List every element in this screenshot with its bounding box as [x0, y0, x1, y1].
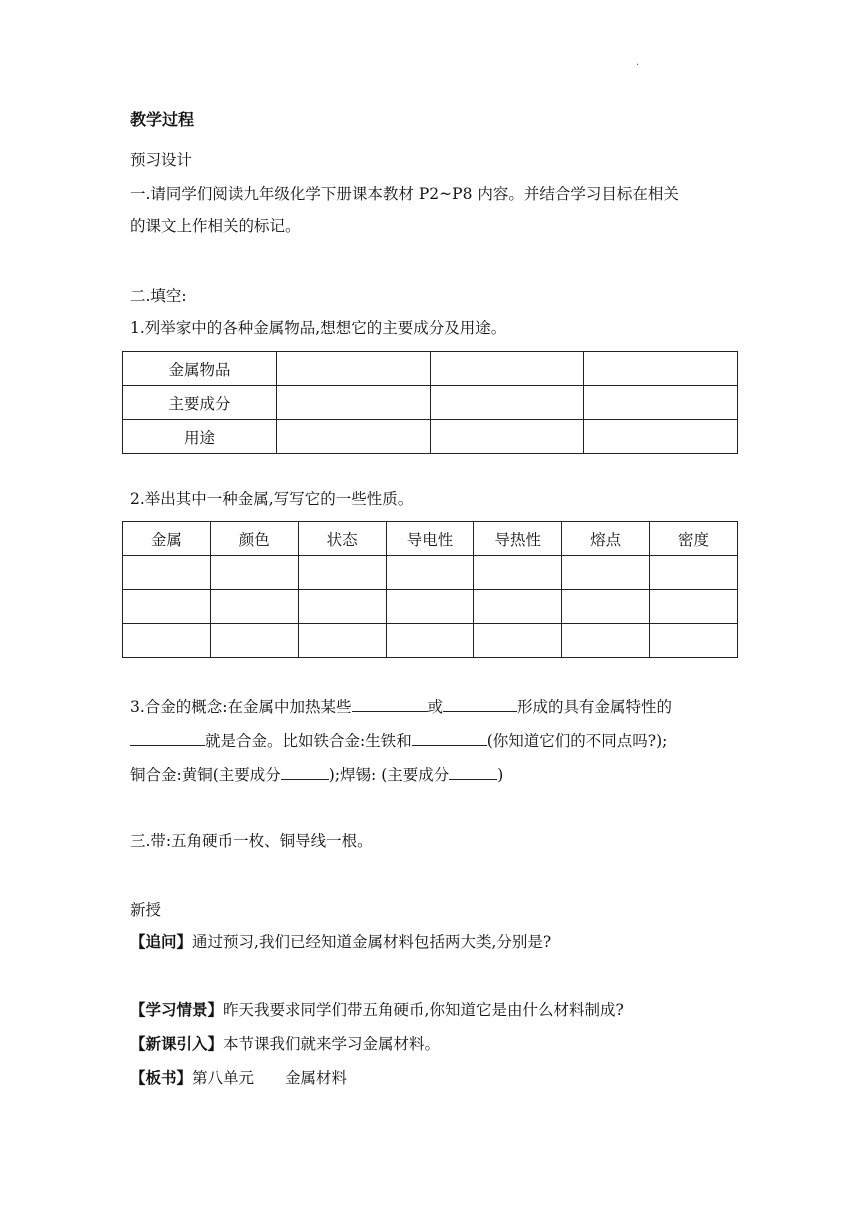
- column-header: 导热性: [474, 522, 562, 556]
- scene-line: [130, 1000, 624, 1020]
- table-row: [123, 556, 738, 590]
- column-header: 熔点: [562, 522, 650, 556]
- board-tag: 【板书】: [130, 1069, 193, 1087]
- table-row: [123, 386, 738, 420]
- question3-line2: [130, 730, 667, 751]
- intro-line: [130, 1034, 440, 1054]
- ask-line: [130, 932, 551, 952]
- intro-tag: 【新课引入】: [130, 1035, 224, 1053]
- column-header: 颜色: [210, 522, 298, 556]
- question2-text: 2.举出其中一种金属,写写它的一些性质。: [130, 490, 414, 508]
- table-cell[interactable]: [584, 386, 738, 420]
- header-dot: ·: [636, 60, 640, 71]
- table-cell[interactable]: [277, 386, 431, 420]
- table-cell[interactable]: [430, 352, 584, 386]
- fill-blank[interactable]: [281, 764, 329, 780]
- column-header: 金属: [123, 522, 211, 556]
- table-cell[interactable]: [474, 556, 562, 590]
- table-header-row: [123, 522, 738, 556]
- metal-properties-table: [122, 521, 738, 658]
- item3-text: 三.带:五角硬币一枚、铜导线一根。: [130, 832, 373, 850]
- board-line: [130, 1068, 347, 1088]
- table-cell[interactable]: [210, 590, 298, 624]
- q3-text: );焊锡: (主要成分: [328, 766, 450, 784]
- table-cell[interactable]: [430, 420, 584, 454]
- intro-text: 本节课我们就来学习金属材料。: [223, 1035, 441, 1053]
- row-label: 主要成分: [123, 386, 277, 420]
- q3-text: 铜合金:黄铜(主要成分: [130, 766, 281, 784]
- table-cell[interactable]: [650, 556, 738, 590]
- ask-text: 通过预习,我们已经知道金属材料包括两大类,分别是?: [192, 933, 552, 951]
- table-cell[interactable]: [562, 590, 650, 624]
- table-cell[interactable]: [298, 556, 386, 590]
- item1-line2: 的课文上作相关的标记。: [130, 217, 301, 235]
- table-cell[interactable]: [474, 624, 562, 658]
- fill-blank[interactable]: [443, 696, 517, 712]
- table-cell[interactable]: [650, 624, 738, 658]
- q3-text: ): [497, 766, 504, 784]
- table-row: [123, 352, 738, 386]
- item1-line1: 一.请同学们阅读九年级化学下册课本教材 P2~P8 内容。并结合学习目标在相关: [130, 185, 679, 203]
- table-row: [123, 624, 738, 658]
- q3-text: (你知道它们的不同点吗?);: [486, 732, 668, 750]
- table-cell[interactable]: [123, 590, 211, 624]
- ask-tag: 【追问】: [130, 933, 193, 951]
- table-cell[interactable]: [474, 590, 562, 624]
- table-cell[interactable]: [584, 352, 738, 386]
- scene-text: 昨天我要求同学们带五角硬币,你知道它是由什么材料制成?: [223, 1001, 624, 1019]
- table-cell[interactable]: [386, 624, 474, 658]
- question1-text: 1.列举家中的各种金属物品,想想它的主要成分及用途。: [130, 319, 507, 337]
- table-cell[interactable]: [123, 624, 211, 658]
- column-header: 密度: [650, 522, 738, 556]
- table-cell[interactable]: [430, 386, 584, 420]
- table-row: [123, 590, 738, 624]
- table-cell[interactable]: [277, 352, 431, 386]
- table-row: [123, 420, 738, 454]
- fill-blank[interactable]: [412, 730, 487, 746]
- table-cell[interactable]: [650, 590, 738, 624]
- question3-line1: [130, 696, 672, 717]
- table-cell[interactable]: [298, 590, 386, 624]
- question3-line3: [130, 764, 503, 785]
- fill-blank[interactable]: [449, 764, 497, 780]
- item2-title: 二.填空:: [130, 287, 187, 305]
- section-heading: 教学过程: [130, 110, 195, 129]
- q3-text: 或: [427, 698, 444, 716]
- metal-items-table: [122, 351, 738, 454]
- table-cell[interactable]: [584, 420, 738, 454]
- table-cell[interactable]: [562, 556, 650, 590]
- new-lesson-title: 新授: [130, 901, 162, 919]
- column-header: 导电性: [386, 522, 474, 556]
- q3-text: 3.合金的概念:在金属中加热某些: [130, 698, 352, 716]
- q3-text: 形成的具有金属特性的: [517, 698, 673, 716]
- row-label: 金属物品: [123, 352, 277, 386]
- table-cell[interactable]: [277, 420, 431, 454]
- fill-blank[interactable]: [130, 730, 205, 746]
- table-cell[interactable]: [386, 556, 474, 590]
- q3-text: 就是合金。比如铁合金:生铁和: [205, 732, 412, 750]
- fill-blank[interactable]: [352, 696, 428, 712]
- column-header: 状态: [298, 522, 386, 556]
- table-cell[interactable]: [123, 556, 211, 590]
- row-label: 用途: [123, 420, 277, 454]
- table-cell[interactable]: [210, 556, 298, 590]
- preview-title: 预习设计: [130, 151, 193, 169]
- board-text: 第八单元 金属材料: [192, 1069, 348, 1087]
- table-cell[interactable]: [210, 624, 298, 658]
- table-cell[interactable]: [386, 590, 474, 624]
- scene-tag: 【学习情景】: [130, 1001, 224, 1019]
- table-cell[interactable]: [298, 624, 386, 658]
- table-cell[interactable]: [562, 624, 650, 658]
